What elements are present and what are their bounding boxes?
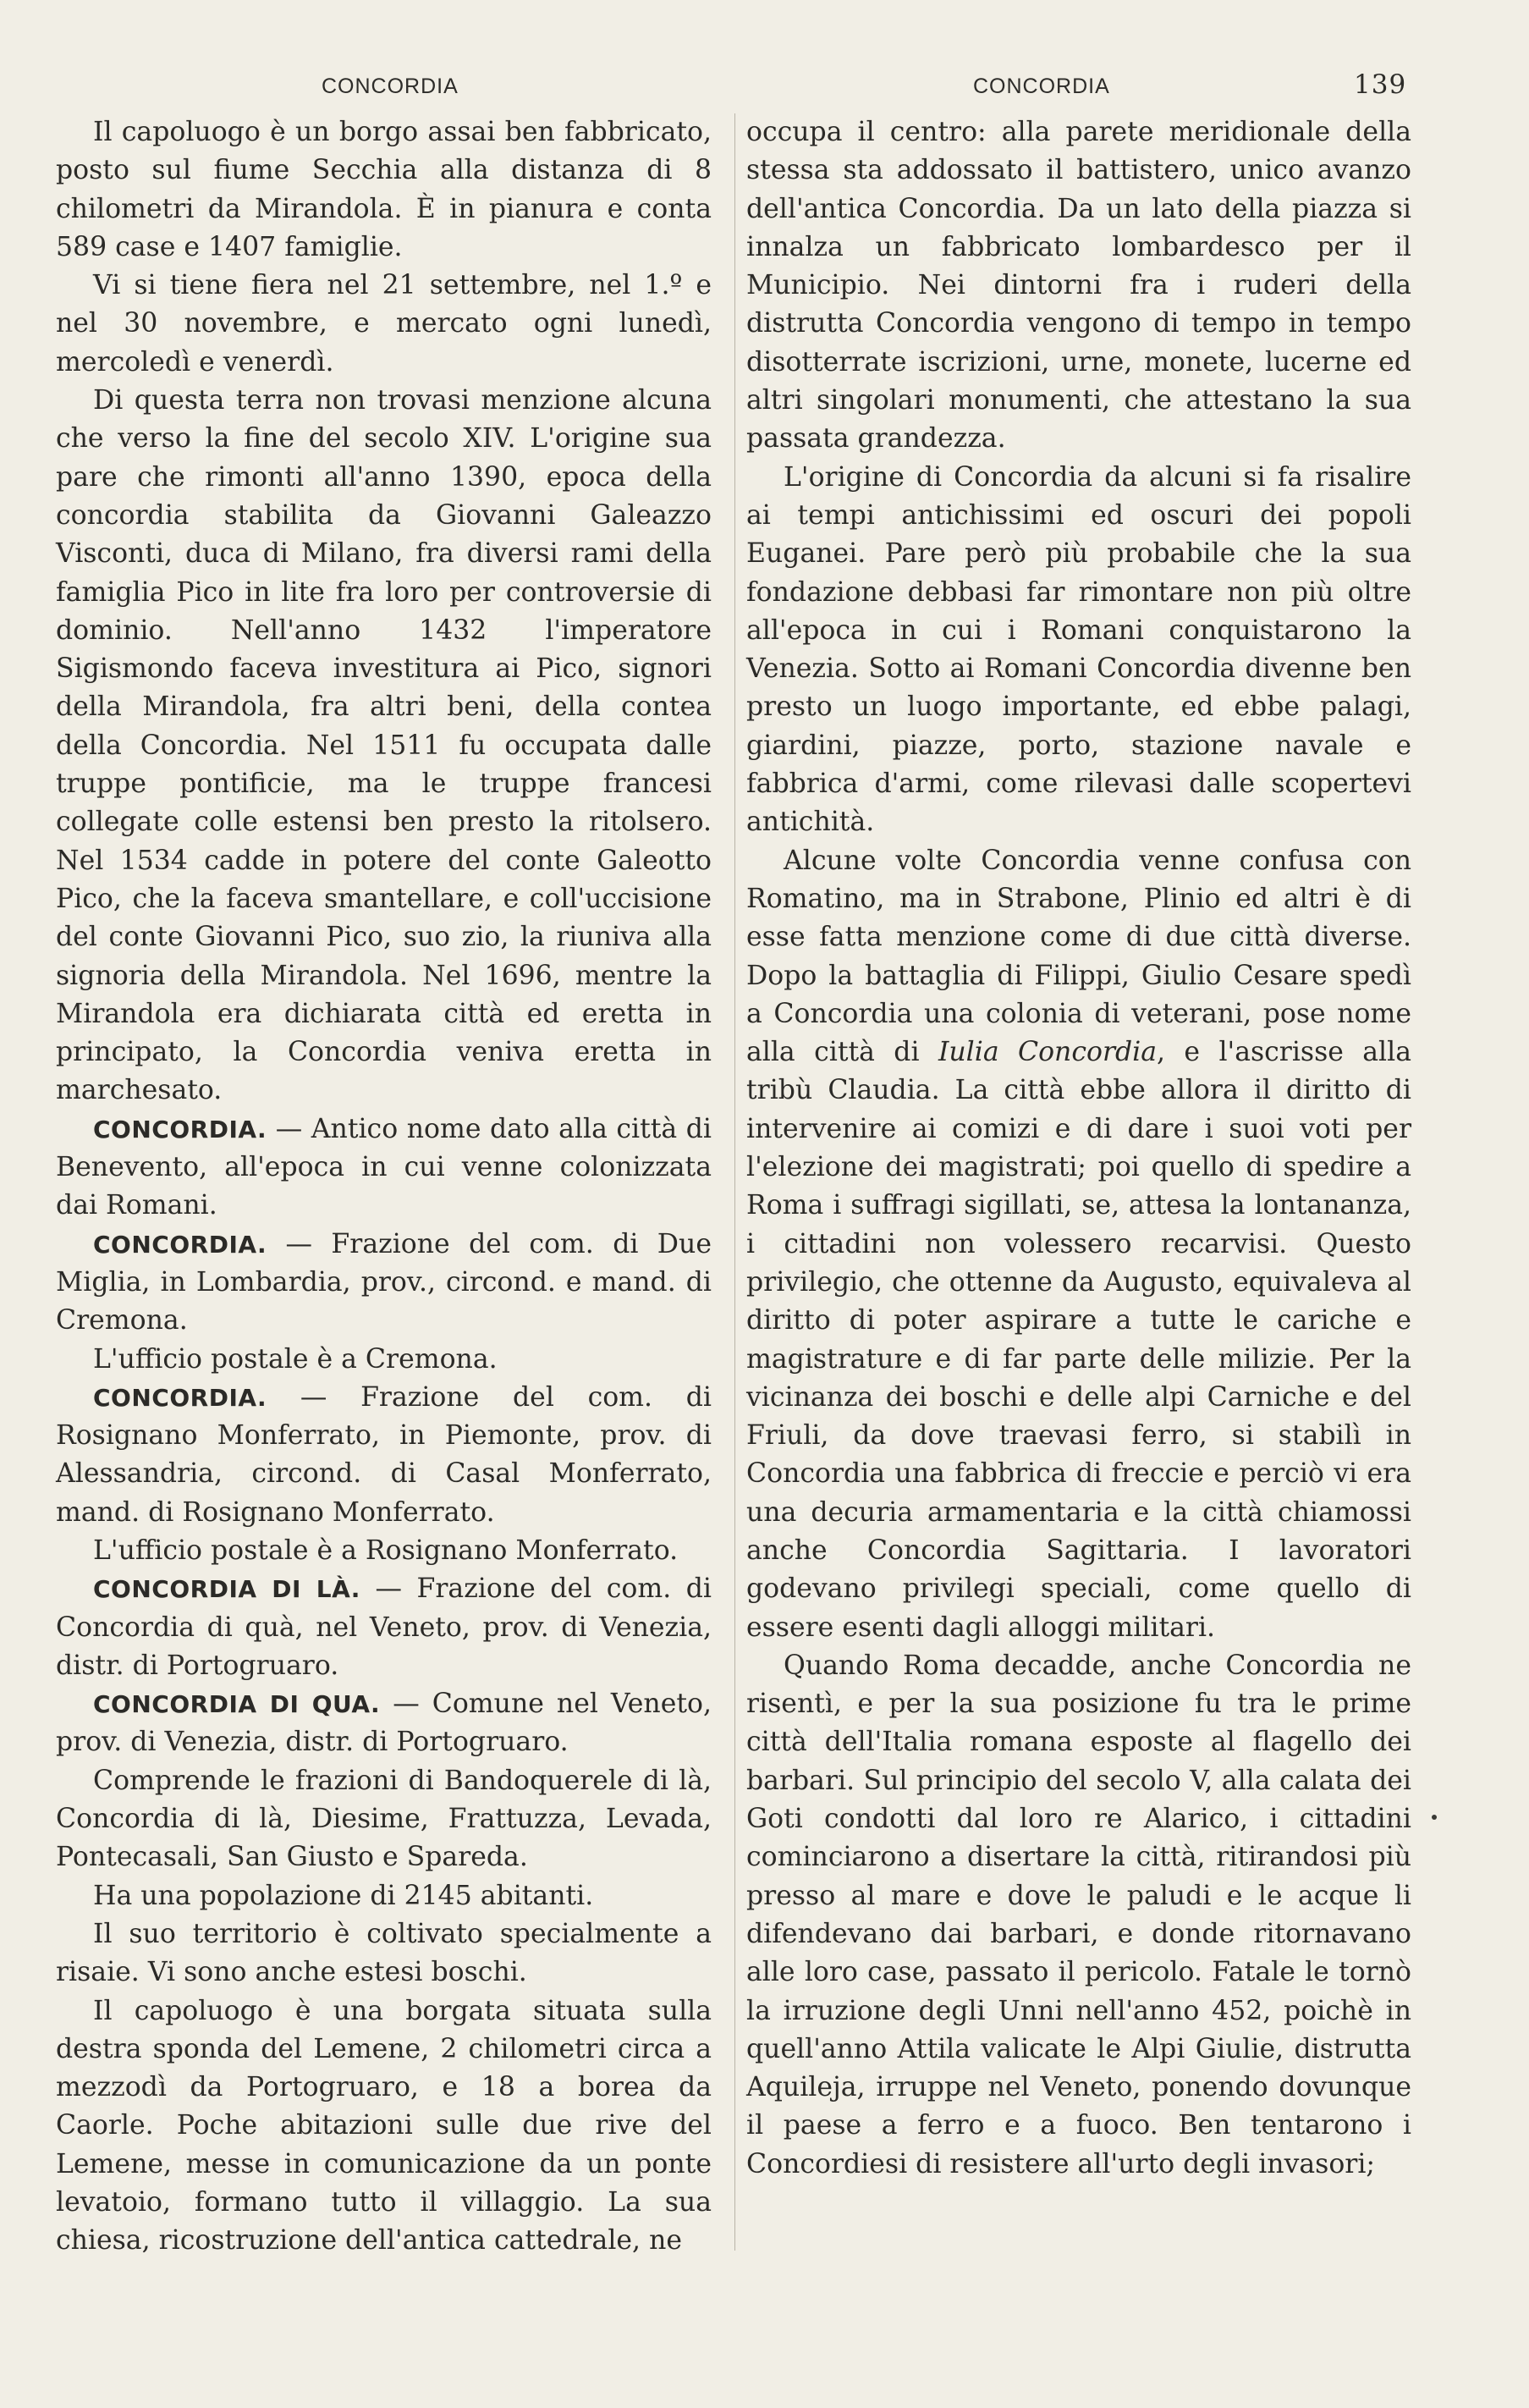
paragraph-text: , e l'ascrisse alla tribù Claudia. La città ebbe allora il diritto di intervenire ai comizi e di dare i suoi voti per l'elezione dei magistrati; poi quello di spedire a Roma i suffragi sigillati, se, attesa la lontananza, i cittadini non volessero recarvisi. Questo privilegio, che ottenne da Augusto, equivaleva al diritto di poter aspirare a tutte le cariche e magistrature e di far parte delle milizie. Per la vicinanza dei boschi e delle alpi Carniche e del Friuli, da dove traevasi ferro, si stabilì in Concordia una fabbrica di freccie e perciò vi era una decuria armamentaria e la città chiamossi anche Concordia Sagittaria. I lavoratori godevano privilegi speciali, come quello di essere esenti dagli alloggi militari.	[746, 1037, 1411, 1643]
entry-text: — Antico nome dato alla città di Benevento, all'epoca in cui venne colonizzata dai Romani.	[56, 1113, 712, 1221]
entry-text: — Frazione del com. di Rosignano Monferrato, in Piemonte, prov. di Alessandria, circond. di Casal Monferrato, mand. di Rosignano Monferrato.	[56, 1381, 712, 1528]
dictionary-entry	[56, 1110, 712, 1226]
latin-name: Iulia Concordia	[938, 1037, 1158, 1068]
entry-headword: CONCORDIA.	[93, 1115, 267, 1143]
paragraph: Il capoluogo è una borgata situata sulla destra sponda del Lemene, 2 chilometri circa a mezzodì da Portogruaro, e 18 a borea da Caorle. Poche abitazioni sulle due rive del Lemene, messe in comunicazione da un ponte levatoio, formano tutto il villaggio. La sua chiesa, ricostruzione dell'antica cattedrale, ne	[56, 1995, 712, 2256]
dictionary-entry	[56, 1685, 712, 1762]
entry-text: — Frazione del com. di Due Miglia, in Lombardia, prov., circond. e mand. di Cremona.	[56, 1228, 712, 1336]
paragraph-text: Alcune volte Concordia venne confusa con Romatino, ma in Strabone, Plinio ed altri è di esse fatta menzione come di due città diverse. Dopo la battaglia di Filippi, Giulio Cesare spedì a Concordia una colonia di veterani, pose nome alla città di	[746, 845, 1411, 1068]
entry-headword: CONCORDIA.	[93, 1230, 267, 1259]
paragraph: L'origine di Concordia da alcuni si fa risalire ai tempi antichissimi ed oscuri dei popoli Euganei. Pare però più probabile che la sua fondazione debbasi far rimontare non più oltre all'epoca in cui i Romani conquistarono la Venezia. Sotto ai Romani Concordia divenne ben presto un luogo importante, ed ebbe palagi, giardini, piazze, porto, stazione navale e fabbrica d'armi, come rilevasi dalle scopertevi antichità.	[746, 461, 1411, 838]
dictionary-entry	[56, 1570, 712, 1685]
paragraph: Comprende le frazioni di Bandoquerele di là, Concordia di là, Diesime, Frattuzza, Levada, Pontecasali, San Giusto e Spareda.	[56, 1765, 712, 1873]
dictionary-entry	[56, 1379, 712, 1532]
header-left-title: CONCORDIA	[322, 74, 459, 98]
paragraph: Vi si tiene fiera nel 21 settembre, nel 1.º e nel 30 novembre, e mercato ogni lunedì, mercoledì e venerdì.	[56, 270, 712, 377]
entry-headword: CONCORDIA.	[93, 1383, 267, 1412]
paragraph: Di questa terra non trovasi menzione alcuna che verso la fine del secolo XIV. L'origine sua pare che rimonti all'anno 1390, epoca della concordia stabilita da Giovanni Galeazzo Visconti, duca di Milano, fra diversi rami della famiglia Pico in lite fra loro per controversie di dominio. Nell'anno 1432 l'imperatore Sigismondo faceva investitura ai Pico, signori della Mirandola, fra altri beni, della contea della Concordia. Nel 1511 fu occupata dalle truppe pontificie, ma le truppe francesi collegate colle estensi ben presto la ritolsero. Nel 1534 cadde in potere del conte Galeotto Pico, che la faceva smantellare, e coll'uccisione del conte Giovanni Pico, suo zio, la riuniva alla signoria della Mirandola. Nel 1696, mentre la Mirandola era dichiarata città ed eretta in principato, la Concordia veniva eretta in marchesato.	[56, 385, 712, 1106]
header-right-title: CONCORDIA	[973, 74, 1110, 98]
margin-mark	[1432, 1815, 1437, 1820]
entry-headword: CONCORDIA DI QUA.	[93, 1690, 381, 1719]
page-number: 139	[1354, 69, 1407, 100]
paragraph: Il suo territorio è coltivato specialmente a risaie. Vi sono anche estesi boschi.	[56, 1918, 712, 1988]
right-column	[746, 113, 1411, 2184]
paragraph: occupa il centro: alla parete meridionale della stessa sta addossato il battistero, unico avanzo dell'antica Concordia. Da un lato della piazza si innalza un fabbricato lombardesco per il Municipio. Nei dintorni fra i ruderi della distrutta Concordia vengono di tempo in tempo disotterrate iscrizioni, urne, monete, lucerne ed altri singolari monumenti, che attestano la sua passata grandezza.	[746, 117, 1411, 455]
paragraph: Ha una popolazione di 2145 abitanti.	[93, 1880, 594, 1911]
dictionary-entry	[56, 1226, 712, 1341]
paragraph	[746, 842, 1411, 1647]
entry-text: — Frazione del com. di Concordia di quà, nel Veneto, prov. di Venezia, distr. di Portogruaro.	[56, 1573, 712, 1681]
paragraph: L'ufficio postale è a Rosignano Monferrato.	[93, 1535, 679, 1566]
entry-headword: CONCORDIA DI LÀ.	[93, 1575, 360, 1604]
paragraph: L'ufficio postale è a Cremona.	[93, 1343, 498, 1375]
paragraph: Il capoluogo è un borgo assai ben fabbricato, posto sul fiume Secchia alla distanza di 8 chilometri da Mirandola. È in pianura e conta 589 case e 1407 famiglie.	[56, 117, 712, 262]
running-header	[0, 69, 1529, 108]
paragraph: Quando Roma decadde, anche Concordia ne risentì, e per la sua posizione fu tra le prime città dell'Italia romana esposte al flagello dei barbari. Sul principio del secolo V, alla calata dei Goti condotti dal loro re Alarico, i cittadini cominciarono a disertare la città, ritirandosi più presso al mare e dove le paludi e le acque li difendevano dai barbari, e donde ritornavano alle loro case, passato il pericolo. Fatale le tornò la irruzione degli Unni nell'anno 452, poichè in quell'anno Attila valicate le Alpi Giulie, distrutta Aquileja, irruppe nel Veneto, ponendo dovunque il paese a ferro e a fuoco. Ben tentarono i Concordiesi di resistere all'urto degli invasori;	[746, 1650, 1411, 2179]
left-column	[56, 113, 712, 2261]
entry-text: — Comune nel Veneto, prov. di Venezia, distr. di Portogruaro.	[56, 1689, 712, 1758]
column-divider	[734, 113, 735, 2251]
